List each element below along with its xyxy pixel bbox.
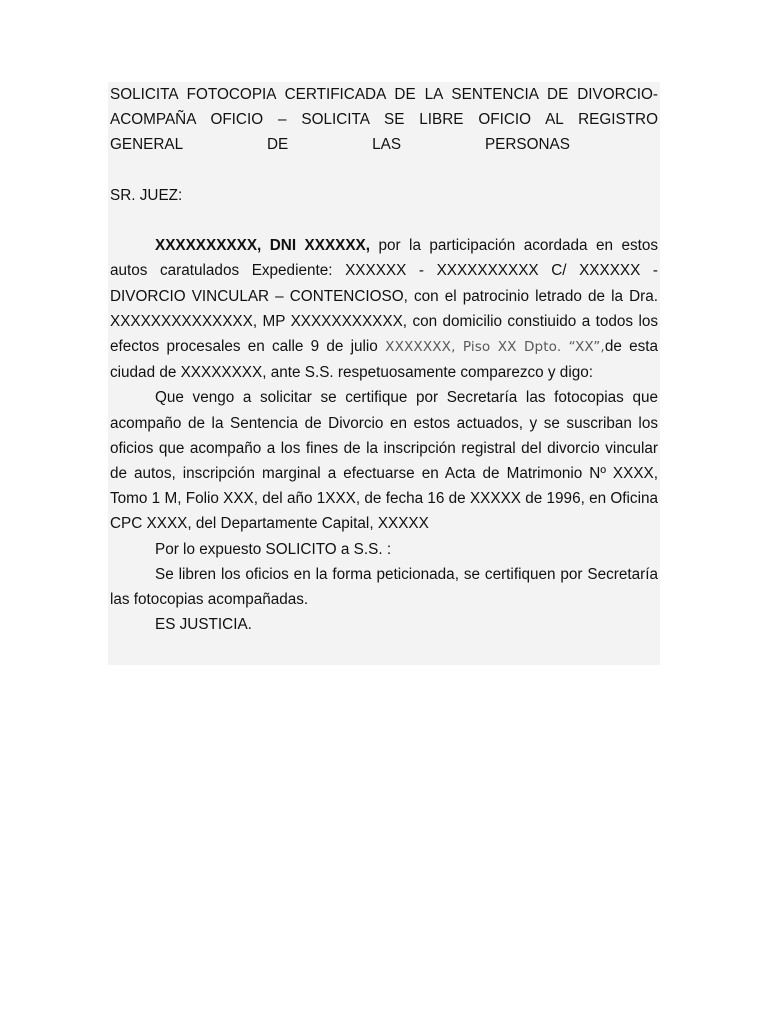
paragraph-1-line-6: ciudad de XXXXXXXX, ante S.S. respetuosamente comparezco y digo:: [110, 364, 593, 382]
heading-line-3: [110, 132, 658, 157]
paragraph-1-line-5: [110, 334, 658, 360]
heading-word-general: GENERAL: [110, 136, 184, 154]
heading-line-1: [110, 82, 658, 107]
paragraph-1-address: XXXXXXX, Piso XX Dpto. “XX”,: [377, 339, 605, 355]
heading-line-1-text: SOLICITA FOTOCOPIA CERTIFICADA DE LA SENTENCIA DE DIVORCIO-: [110, 86, 658, 103]
heading-line-2-text: ACOMPAÑA OFICIO – SOLICITA SE LIBRE OFICIO AL REGISTRO: [110, 111, 658, 129]
spacer: [110, 158, 658, 183]
paragraph-2: Que vengo a solicitar se certifique por Secretaría las fotocopias que acompaño de la Sentencia de Divorcio en estos actuados, y se suscriban los oficios que acompaño a los fines de la inscripción registral del divorcio vincular de autos, inscripción marginal a efectuarse en Acta de Matrimonio Nº XXXX, Tomo 1 M, Folio XXX, del año 1XXX, de fecha 16 de XXXXX de 1996, en Oficina CPC XXXX, del Departamente Capital, XXXXX: [110, 389, 658, 533]
paragraph-1-line-1: [110, 233, 658, 258]
spacer: [110, 208, 658, 233]
paragraph-1-line-2-text: autos caratulados Expediente: XXXXXX - XXXXXXXXXX C/ XXXXXX -: [110, 262, 658, 280]
document-page: [108, 82, 660, 665]
paragraph-3: Por lo expuesto SOLICITO a S.S. :: [155, 540, 392, 558]
heading-word-de: DE: [267, 136, 289, 154]
paragraph-4: Se libren los oficios en la forma peticionada, se certifiquen por Secretaría las fotocopias acompañadas.: [110, 565, 658, 609]
heading-line-2: [110, 107, 658, 132]
paragraph-1-line-5-pre: efectos procesales en calle 9 de julio: [110, 338, 378, 355]
party-name: XXXXXXXXXX, DNI XXXXXX,: [155, 237, 371, 255]
salutation: SR. JUEZ:: [110, 186, 183, 204]
paragraph-1-line-3-text: DIVORCIO VINCULAR – CONTENCIOSO, con el patrocinio letrado de la Dra.: [110, 287, 658, 305]
paragraph-1-line-3: [110, 284, 658, 309]
paragraph-1-line-5-post: de esta: [604, 338, 658, 355]
heading-word-personas: PERSONAS: [484, 136, 570, 154]
document-text: [110, 82, 658, 637]
closing: ES JUSTICIA.: [155, 616, 252, 634]
heading-word-las: LAS: [372, 136, 402, 154]
paragraph-1-line-2: [110, 258, 658, 283]
paragraph-1-line-4: [110, 309, 658, 334]
paragraph-1-line-1-rest: por la participación acordada en estos: [378, 237, 659, 255]
paragraph-1-line-4-text: XXXXXXXXXXXXXX, MP XXXXXXXXXXX, con domicilio constiuido a todos los: [110, 312, 658, 330]
